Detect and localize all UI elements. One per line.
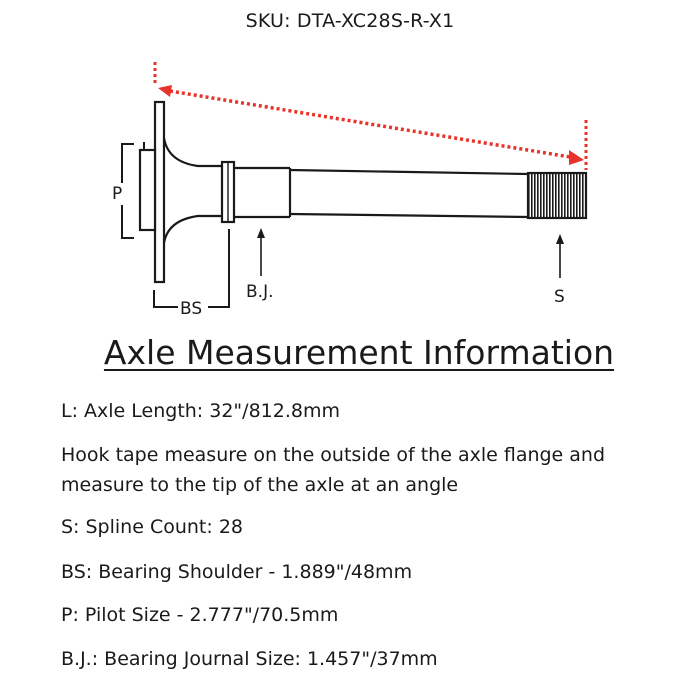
label-bs: BS bbox=[180, 299, 203, 319]
axle-length-text: L: Axle Length: 32"/812.8mm bbox=[61, 400, 340, 422]
measure-instructions-text: Hook tape measure on the outside of the axle flange and measure to the tip of the axle at an angle bbox=[61, 444, 606, 496]
axle-diagram bbox=[0, 0, 700, 330]
bearing-journal-arrow bbox=[257, 228, 265, 276]
spline-count-text: S: Spline Count: 28 bbox=[61, 516, 243, 538]
axle-shaft bbox=[140, 102, 586, 282]
bearing-shoulder-text: BS: Bearing Shoulder - 1.889"/48mm bbox=[61, 561, 413, 583]
spline-arrow bbox=[556, 234, 564, 278]
measurement-line bbox=[155, 62, 586, 170]
bearing-journal-text: B.J.: Bearing Journal Size: 1.457"/37mm bbox=[61, 648, 438, 670]
sku-text: SKU: DTA-XC28S-R-X1 bbox=[245, 10, 455, 32]
page-title: Axle Measurement Information bbox=[103, 333, 615, 372]
pilot-size-text: P: Pilot Size - 2.777"/70.5mm bbox=[61, 604, 339, 626]
label-bj: B.J. bbox=[246, 282, 274, 302]
label-s: S bbox=[554, 287, 565, 307]
label-p: P bbox=[112, 184, 123, 204]
